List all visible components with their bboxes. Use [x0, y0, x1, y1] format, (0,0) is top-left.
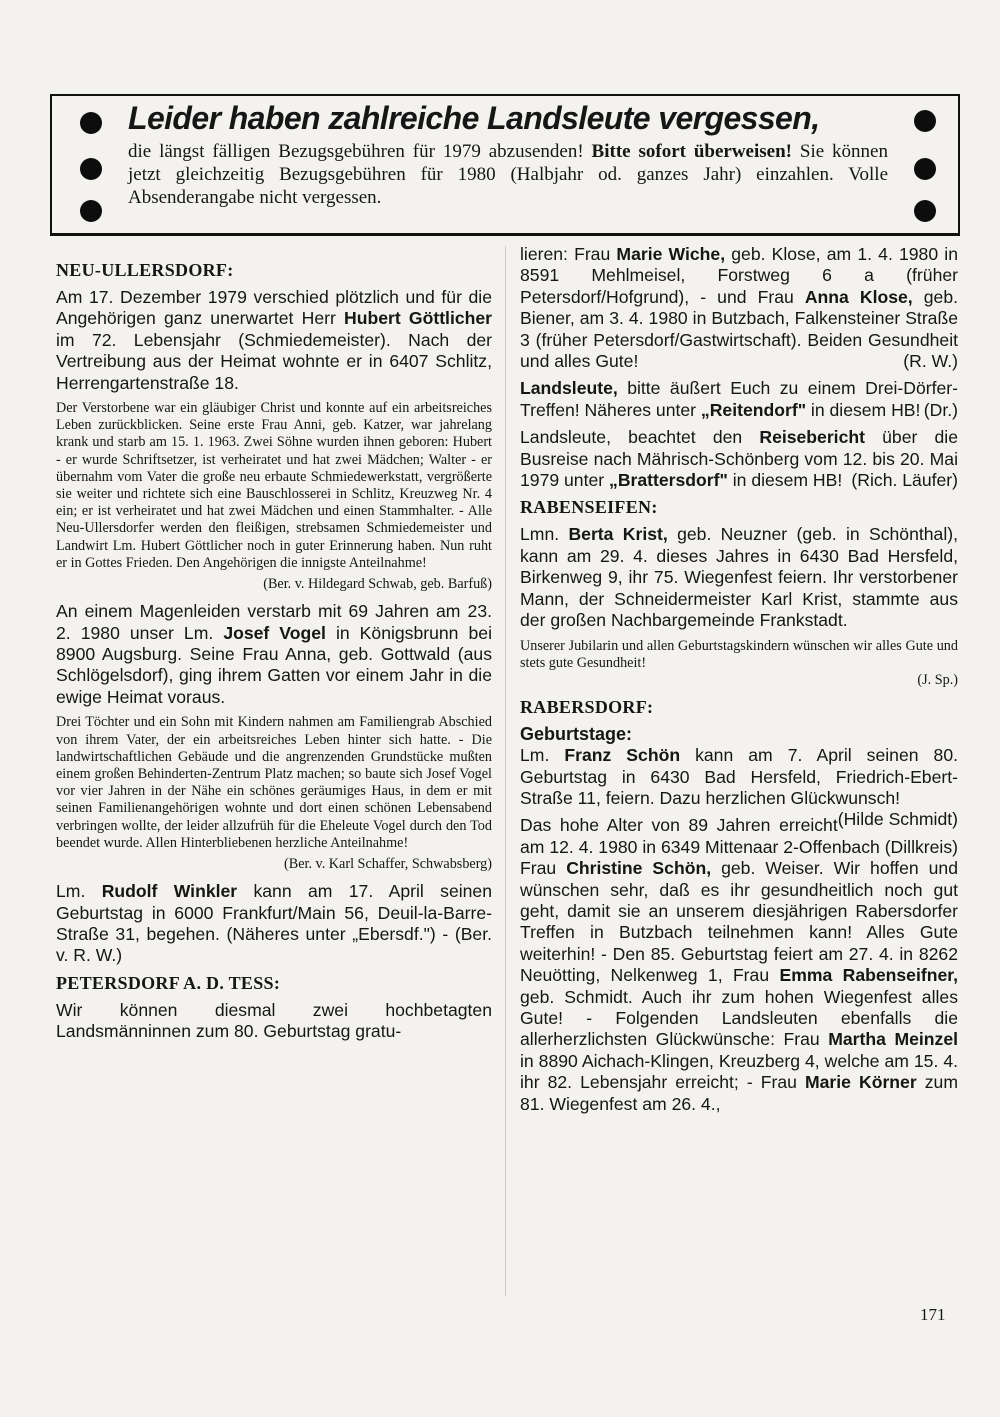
credit-schmidt: (Hilde Schmidt) — [837, 809, 958, 830]
obituary-vogel-details: Drei Töchter und ein Sohn mit Kindern nahmen am Familiengrab Abschied von ihrem Vater, der ein arbeitsreiches Leben hinter sich hatte. - Die landwirtschaftlichen Gebäude und die angrenzenden Grundstücke mußten einem großen Behinderten-Zentrum Platz machen; so baute sich Josef Vogel vor vier Jahren in der Nähe ein schönes geräumiges Haus, in dem er mit seinen Familienangehörigen wohnte und dort einen schönen Lebensabend verbringen wollte, der leider allzufrüh für die Eheleute Vogel durch den Tod beendet wurde. Allen Hinterbliebenen herzliche Anteilnahme! — [56, 714, 492, 851]
left-column — [56, 256, 492, 1049]
birthday-list: Das hohe Alter von 89 Jahren erreicht am 12. 4. 1980 in 6349 Mittenaar 2-Offenbach (Dillkreis) Frau Christine Schön, geb. Weiser. Wir hoffen und wünschen sehr, daß es ihr gesundheitlich noch gut geht, damit sie an unserem diesjährigen Rabersdorfer Treffen in Butzbach teilnehmen kann! Alles Gute weiterhin! - Den 85. Geburtstag feiert am 27. 4. in 8262 Neuötting, Nelkenweg 1, Frau Emma Rabenseifner, geb. Schmidt. Auch ihr zum hohen Wiegenfest alles Gute! - Folgenden Landsleuten ebenfalls die allerherzlichsten Glückwünsche: Frau Martha Meinzel in 8890 Aichach-Klingen, Kreuzberg 4, welche am 15. 4. ihr 82. Lebensjahr erreicht; - Frau Marie Körner zum 81. Wiegenfest am 26. 4., — [520, 815, 958, 1114]
bullet-dot-icon — [914, 158, 936, 180]
credit-laeufer: (Rich. Läufer) — [851, 470, 958, 491]
bullet-dot-icon — [80, 158, 102, 180]
page-number: 171 — [920, 1305, 946, 1324]
landsleute-treffen: Landsleute, bitte äußert Euch zu einem Drei-Dörfer-Treffen! Näheres unter „Reitendorf" in diesem HB! (Dr.) — [520, 378, 958, 420]
reisebericht-note: Landsleute, beachtet den Reisebericht über die Busreise nach Mährisch-Schönberg vom 12. bis 20. Mai 1979 unter „Brattersdorf" in diesem HB! (Rich. Läufer) — [520, 427, 959, 491]
section-heading-neu-ullersdorf: NEU-ULLERSDORF: — [56, 260, 234, 280]
obituary-goettlicher: Am 17. Dezember 1979 verschied plötzlich und für die Angehörigen ganz unerwartet Herr Hubert Göttlicher im 72. Lebensjahr (Schmiedemeister). Nach der Vertreibung aus der Heimat wohnte er in 6407 Schlitz, Herrengartenstraße 18. — [56, 287, 492, 393]
credit-jsp: (J. Sp.) — [917, 671, 958, 688]
column-divider — [505, 246, 506, 1296]
credit-schwab: (Ber. v. Hildegard Schwab, geb. Barfuß) — [263, 576, 492, 593]
credit-schaffer: (Ber. v. Karl Schaffer, Schwabsberg) — [284, 855, 492, 872]
birthday-krist: Lmn. Berta Krist, geb. Neuzner (geb. in Schönthal), kann am 29. 4. dieses Jahres in 6430 Bad Hersfeld, Birkenweg 9, ihr 75. Wiegenfest feiern. Ihr verstorbener Mann, der Schneidermeister Karl Krist, stammte aus der großen Nachbargemeinde Frankstadt. — [520, 524, 958, 631]
right-column — [520, 244, 958, 1121]
obituary-vogel: An einem Magenleiden verstarb mit 69 Jahren am 23. 2. 1980 unser Lm. Josef Vogel in Königsbrunn bei 8900 Augsburg. Seine Frau Anna, geb. Gottwald (aus Schlögelsdorf), ging ihrem Gatten vor einem Jahr in die ewige Heimat voraus. — [56, 601, 492, 707]
petersdorf-intro: Wir können diesmal zwei hochbetagten Landsmänninnen zum 80. Geburtstag gratu- — [56, 999, 492, 1042]
bullet-dot-icon — [80, 200, 102, 222]
bullet-dot-icon — [914, 200, 936, 222]
credit-rw: (R. W.) — [903, 351, 958, 372]
petersdorf-continued: lieren: Frau Marie Wiche, geb. Klose, am 1. 4. 1980 in 8591 Mehlmeisel, Forstweg 6 a (früher Petersdorf/Hofgrund), - und Frau Anna Klose, geb. Biener, am 3. 4. 1980 in Butzbach, Falkensteiner Straße 3 (früher Petersdorf/Gastwirtschaft). Beiden Gesundheit und alles Gute! (R. W.) — [520, 244, 958, 372]
krist-wishes: Unserer Jubilarin und allen Geburtstagskindern wünschen wir alles Gute und stets gute Gesundheit! — [520, 637, 958, 671]
section-heading-petersdorf: PETERSDORF A. D. TESS: — [56, 972, 281, 993]
notice-title: Leider haben zahlreiche Landsleute vergessen, — [128, 100, 820, 136]
notice-text: die längst fälligen Bezugsgebühren für 1979 abzusenden! Bitte sofort überweisen! Sie können jetzt gleichzeitig Bezugsgebühren für 1980 (Halbjahr od. ganzes Jahr) einzahlen. Volle Absenderangabe nicht vergessen. — [128, 141, 888, 208]
subscription-notice-box — [50, 94, 960, 236]
credit-dr: (Dr.) — [923, 399, 958, 420]
bullet-dot-icon — [80, 112, 102, 134]
subheading-geburtstage: Geburtstage: — [520, 724, 633, 745]
bullet-dot-icon — [914, 110, 936, 132]
section-heading-rabenseifen: RABENSEIFEN: — [520, 497, 658, 518]
birthday-franz-schoen: Lm. Franz Schön kann am 7. April seinen 80. Geburtstag in 6430 Bad Hersfeld, Friedrich-Ebert-Straße 11, feiern. Dazu herzlichen Glückwunsch! (Hilde Schmidt) — [520, 745, 959, 830]
birthday-winkler: Lm. Rudolf Winkler kann am 17. April seinen Geburtstag in 6000 Frankfurt/Main 56, Deuil-la-Barre-Straße 31, begehen. (Näheres unter „Ebersdf.") - (Ber. v. R. W.) — [56, 881, 492, 966]
section-heading-rabersdorf: RABERSDORF: — [520, 697, 654, 718]
obituary-goettlicher-details: Der Verstorbene war ein gläubiger Christ und konnte auf ein arbeitsreiches Leben zurückblicken. Seine erste Frau Anni, geb. Katzer, war jahrelang krank und starb am 15. 1. 1963. Zwei Söhne wurden ihnen geboren: Hubert - er wurde Schriftsetzer, ist verheiratet und hat zwei Mädchen; Walter - er übernahm vom Vater die große neu erbaute Schmiedewerkstatt, vergrößerte sie weiter und richtete sich eine Bauschlosserei in Schlitz, Kreuzweg Nr. 4 ein; er ist verheiratet und hat zwei Mädchen und einen Stammhalter. - Alle Neu-Ullersdorfer werden den fleißigen, strebsamen Schmiedemeister und Landwirt Lm. Hubert Göttlicher noch in guter Erinnerung haben. Nun ruht er in Gottes Frieden. Den Angehörigen die innigste Anteilnahme! — [56, 400, 492, 571]
